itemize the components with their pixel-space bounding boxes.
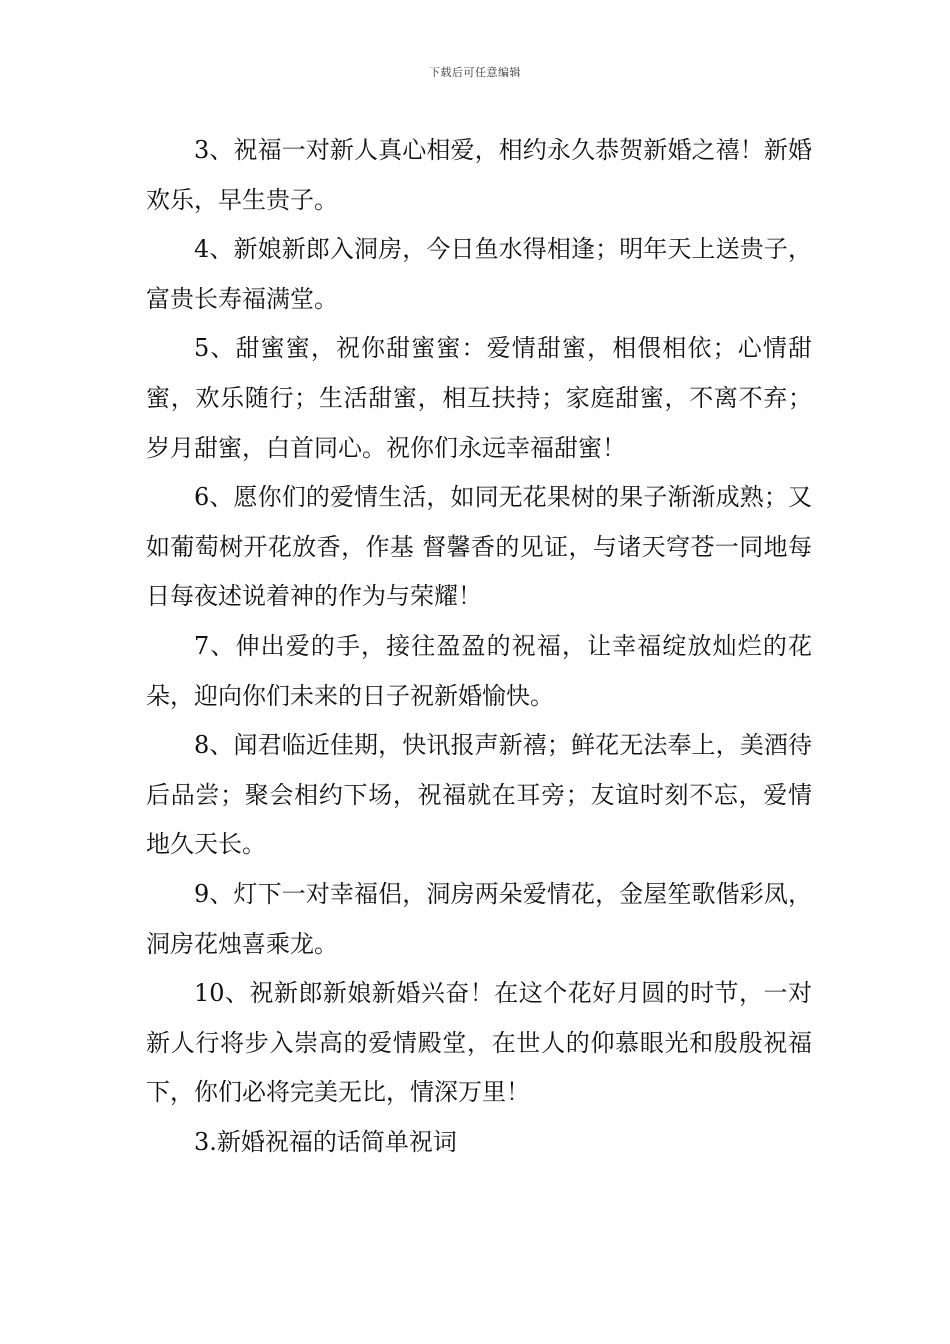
blessing-paragraph-7: 7、伸出爱的手，接往盈盈的祝福，让幸福绽放灿烂的花朵，迎向你们未来的日子祝新婚愉快。 xyxy=(146,631,812,710)
blessing-paragraph-8: 8、闻君临近佳期，快讯报声新禧；鲜花无法奉上，美酒待后品尝；聚会相约下场，祝福就在耳旁；友谊时刻不忘，爱情地久天长。 xyxy=(146,731,812,859)
page-header-note: 下载后可任意编辑 xyxy=(429,66,521,79)
section-heading: 3.新婚祝福的话简单祝词 xyxy=(194,1127,457,1156)
blessing-paragraph-9: 9、灯下一对幸福侣，洞房两朵爱情花，金屋笙歌偕彩凤，洞房花烛喜乘龙。 xyxy=(146,879,812,958)
blessing-paragraph-5: 5、甜蜜蜜，祝你甜蜜蜜：爱情甜蜜，相偎相依；心情甜蜜，欢乐随行；生活甜蜜，相互扶持；家庭甜蜜，不离不弃；岁月甜蜜，白首同心。祝你们永远幸福甜蜜！ xyxy=(146,334,812,462)
blessing-paragraph-3: 3、祝福一对新人真心相爱，相约永久恭贺新婚之禧！新婚欢乐，早生贵子。 xyxy=(146,136,812,214)
document-body xyxy=(146,126,812,1167)
blessing-paragraph-4: 4、新娘新郎入洞房，今日鱼水得相逢；明年天上送贵子，富贵长寿福满堂。 xyxy=(146,235,812,313)
blessing-paragraph-6: 6、愿你们的爱情生活，如同无花果树的果子渐渐成熟；又如葡萄树开花放香，作基 督馨香的见证，与诸天穹苍一同地每日每夜述说着神的作为与荣耀！ xyxy=(146,483,812,611)
blessing-paragraph-10: 10、祝新郎新娘新婚兴奋！在这个花好月圆的时节，一对新人行将步入崇高的爱情殿堂，在世人的仰慕眼光和殷殷祝福下，你们必将完美无比，情深万里！ xyxy=(146,979,812,1107)
